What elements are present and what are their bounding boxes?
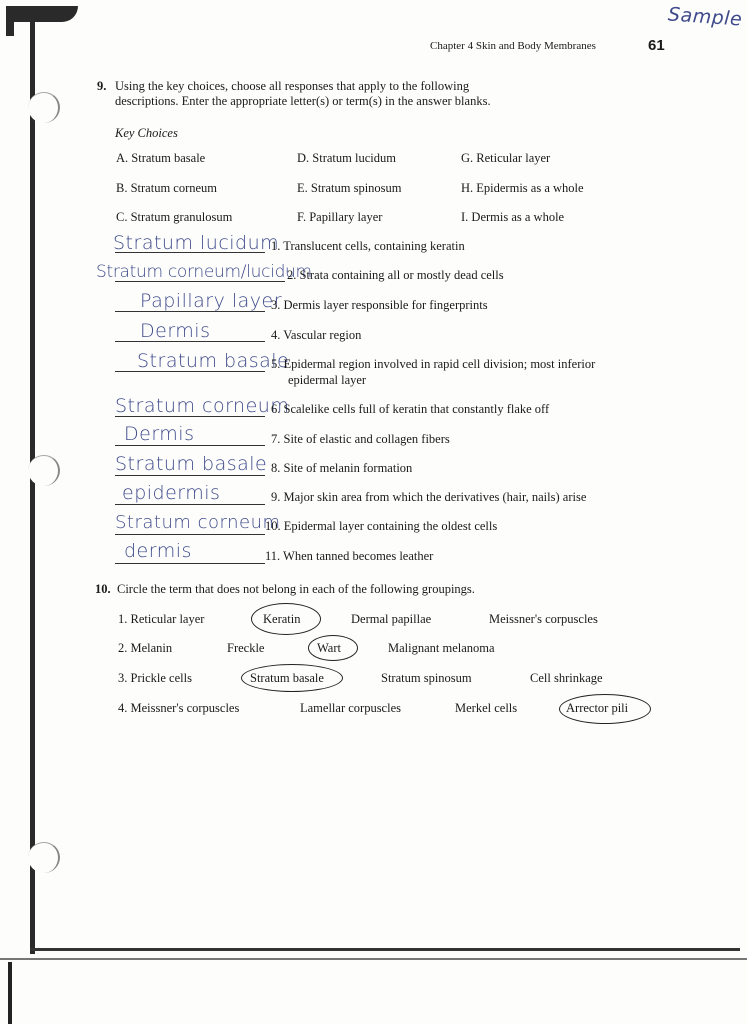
item-5-label: 5. Epidermal region involved in rapid cell division; most inferior: [271, 357, 596, 371]
answer-9: epidermis: [122, 482, 221, 504]
group-2-term: 2. Melanin: [118, 641, 173, 655]
group-2-term: Malignant melanoma: [388, 641, 495, 655]
item-5-label-cont: epidermal layer: [288, 373, 367, 387]
key-choice: D. Stratum lucidum: [297, 151, 396, 165]
group-3-term: 3. Prickle cells: [118, 671, 192, 685]
answer-5: Stratum basale: [137, 350, 290, 372]
answer-4: Dermis: [140, 320, 211, 342]
binder-hole: [28, 842, 60, 873]
answer-10: Stratum corneum: [115, 512, 281, 533]
key-choice: I. Dermis as a whole: [461, 210, 565, 224]
group-2-term: Freckle: [227, 641, 265, 655]
answer-3: Papillary layer: [140, 290, 283, 312]
item-2-label: 2. Strata containing all or mostly dead cells: [287, 268, 504, 282]
answer-8: Stratum basale: [115, 453, 268, 475]
question-9-prompt: Using the key choices, choose all responses that apply to the following: [115, 79, 470, 93]
answer-blank: [115, 504, 265, 505]
answer-6: Stratum corneum: [115, 395, 290, 417]
group-3-term: Stratum basale: [250, 671, 324, 685]
question-9-prompt: descriptions. Enter the appropriate letter(s) or term(s) in the answer blanks.: [115, 94, 491, 108]
group-4-term: 4. Meissner's corpuscles: [118, 701, 240, 715]
group-4-term: Arrector pili: [566, 701, 629, 715]
key-choice: E. Stratum spinosum: [297, 181, 402, 195]
binding-edge: [8, 6, 78, 22]
item-11-label: 11. When tanned becomes leather: [265, 549, 434, 563]
page-number: 61: [648, 37, 665, 54]
key-choice: C. Stratum granulosum: [116, 210, 233, 224]
item-9-label: 9. Major skin area from which the derivatives (hair, nails) arise: [271, 490, 587, 504]
item-10-label: 10. Epidermal layer containing the oldest cells: [265, 519, 498, 533]
binder-hole: [28, 92, 60, 123]
answer-blank: [115, 563, 265, 564]
group-4-term: Merkel cells: [455, 701, 518, 715]
item-1-label: 1. Translucent cells, containing keratin: [271, 239, 465, 253]
binding-spine: [30, 14, 35, 954]
key-choice: B. Stratum corneum: [116, 181, 218, 195]
answer-blank: [115, 445, 265, 446]
group-1-term: Dermal papillae: [351, 612, 432, 626]
item-3-label: 3. Dermis layer responsible for fingerprints: [271, 298, 488, 312]
key-choices-title: Key Choices: [115, 126, 178, 140]
sample-handwriting: Sample: [667, 3, 743, 31]
group-1-term: Meissner's corpuscles: [489, 612, 598, 626]
item-6-label: 6. Scalelike cells full of keratin that constantly flake off: [271, 402, 550, 416]
group-2-term: Wart: [317, 641, 341, 655]
answer-11: dermis: [124, 540, 192, 562]
page-bottom-edge: [30, 948, 740, 951]
chapter-title: Chapter 4 Skin and Body Membranes: [430, 40, 596, 52]
key-choice: H. Epidermis as a whole: [461, 181, 584, 195]
answer-blank: [115, 534, 265, 535]
group-3-term: Cell shrinkage: [530, 671, 603, 685]
group-4-term: Lamellar corpuscles: [300, 701, 401, 715]
binder-hole: [28, 455, 60, 486]
scan-edge: [0, 958, 747, 960]
scan-edge-left: [8, 962, 12, 1024]
group-1-term: 1. Reticular layer: [118, 612, 205, 626]
item-4-label: 4. Vascular region: [271, 328, 362, 342]
question-10-prompt: Circle the term that does not belong in each of the following groupings.: [117, 582, 475, 596]
question-9-number: 9.: [97, 79, 107, 93]
key-choice: F. Papillary layer: [297, 210, 383, 224]
key-choice: G. Reticular layer: [461, 151, 551, 165]
answer-7: Dermis: [124, 423, 195, 445]
item-8-label: 8. Site of melanin formation: [271, 461, 413, 475]
answer-blank: [115, 475, 265, 476]
item-7-label: 7. Site of elastic and collagen fibers: [271, 432, 450, 446]
group-3-term: Stratum spinosum: [381, 671, 472, 685]
binding-edge-corner: [6, 6, 14, 36]
answer-2: Stratum corneum/lucidum: [96, 262, 312, 282]
question-10-number: 10.: [95, 582, 111, 596]
group-1-term: Keratin: [263, 612, 301, 626]
answer-1: Stratum lucidum: [113, 232, 280, 254]
key-choice: A. Stratum basale: [116, 151, 206, 165]
